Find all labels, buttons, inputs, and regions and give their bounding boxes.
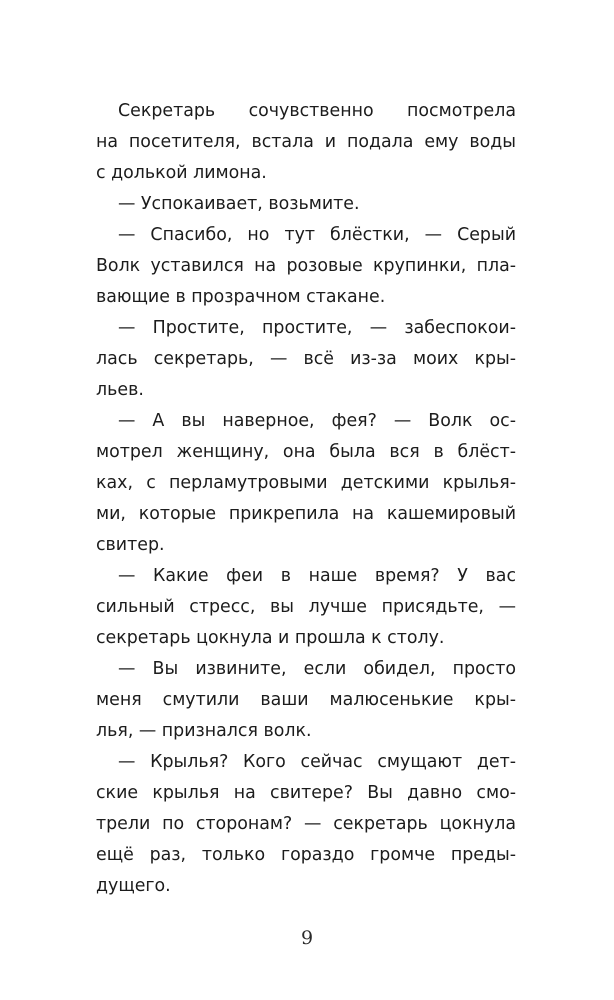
paragraph — [96, 561, 516, 654]
paragraph — [96, 220, 516, 313]
paragraph — [96, 406, 516, 561]
paragraph — [96, 654, 516, 747]
text-line: — А вы наверное, фея? — Волк ос- — [118, 411, 516, 431]
text-line: дущего. — [96, 876, 171, 896]
text-line: — Спасибо, но тут блёстки, — Серый — [118, 225, 516, 245]
text-line: мотрел женщину, она была вся в блёст- — [96, 442, 516, 462]
paragraph — [96, 313, 516, 406]
text-line: — Успокаивает, возьмите. — [118, 194, 360, 214]
paragraph — [96, 96, 516, 189]
text-line: ках, с перламутровыми детскими крылья- — [96, 473, 516, 493]
text-line: — Какие феи в наше время? У вас — [118, 566, 516, 586]
body-text — [96, 96, 516, 902]
text-line: на посетителя, встала и подала ему воды — [96, 132, 516, 152]
text-line: ские крылья на свитере? Вы давно смо- — [96, 783, 516, 803]
text-line: вающие в прозрачном стакане. — [96, 287, 386, 307]
text-line: ми, которые прикрепила на кашемировый — [96, 504, 516, 524]
text-line: лась секретарь, — всё из-за моих кры- — [96, 349, 516, 369]
text-line: ещё раз, только гораздо громче преды- — [96, 845, 516, 865]
text-line: с долькой лимона. — [96, 163, 267, 183]
text-line: Секретарь сочувственно посмотрела — [118, 101, 516, 121]
paragraph — [96, 189, 516, 220]
text-line: свитер. — [96, 535, 165, 555]
text-line: — Вы извините, если обидел, просто — [118, 659, 516, 679]
text-line: — Простите, простите, — забеспокои- — [118, 318, 516, 338]
text-line: — Крылья? Кого сейчас смущают дет- — [118, 752, 516, 772]
text-line: меня смутили ваши малюсенькие кры- — [96, 690, 516, 710]
text-line: секретарь цокнула и прошла к столу. — [96, 628, 445, 648]
text-line: трели по сторонам? — секретарь цокнула — [96, 814, 516, 834]
text-line: Волк уставился на розовые крупинки, пла- — [96, 256, 516, 276]
page-number: 9 — [300, 927, 314, 949]
text-line: сильный стресс, вы лучше присядьте, — — [96, 597, 516, 617]
paragraph — [96, 747, 516, 902]
text-line: лья, — признался волк. — [96, 721, 312, 741]
text-line: льев. — [96, 380, 144, 400]
